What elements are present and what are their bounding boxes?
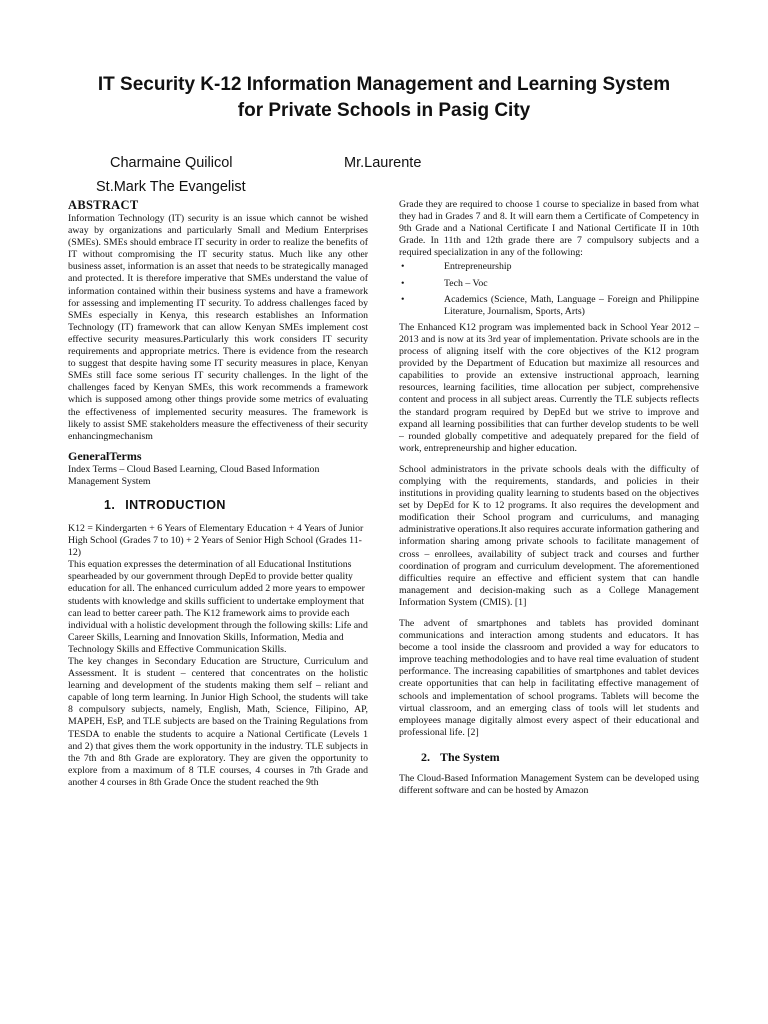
bullet-marker: • [401,293,405,305]
left-column [68,198,368,789]
system-title: The System [440,749,500,764]
intro-paragraph-3: The key changes in Secondary Education are Structure, Curriculum and Assessment. It is student – centered that concentrates on the holistic learning and development of the students making them self – reliant and capable of long term learning. In Junior High School, the students will take 8 compulsory subjects, namely, English, Math, Science, Filipino, AP, MAPEH, EsP, and TLE subjects are based on the Training Regulations from TESDA to enable the students to acquire a National Certificate (Levels 1 and 2) that gives them the work opportunity in the industry. TLE subjects in the 7th and 8th Grade are exploratory. They are given the opportunity to explore from a maximum of 8 TLE courses, 4 courses in 7th Grade and another 4 courses in 8th Grade Once the student reached the 9th [68,656,368,788]
general-terms-heading: GeneralTerms [68,448,142,463]
introduction-number: 1. [104,497,116,512]
intro-paragraph-5: The Enhanced K12 program was implemented back in School Year 2012 – 2013 and is now at its 3rd year of implementation. Private schools are in the process of aligning itself with the core objectives of the K12 program provided by the Department of Education but maximize all resources and capabilities to provide an extensive instructional approach, learning resources, learning facilities, time allocation per subject, comprehensive content and process in all subject areas. Currently the TLE subjects reflects the standard program required by DepEd but we strive to improve and expand all learning possibilities that can further develop students to be well – rounded globally competitive and adequately prepared for the field of work, entrepreneurship and higher education. [399,321,699,454]
author-affiliation: St.Mark The Evangelist [96,179,246,195]
intro-paragraph-2: This equation expresses the determination of all Educational Institutions spearheaded by our government through DepEd to provide better quality education for all. The enhanced curriculum added 2 more years to empower students with knowledge and skills sufficient to undertake employment that can lead to better career path. The K12 framework aims to provide each individual with a holistic development through the following skills: Life and Career Skills, Learning and Innovation Skills, Information, Media and Technology Skills and Effective Communication Skills. [68,559,368,655]
system-heading [421,750,699,765]
abstract-text: Information Technology (IT) security is an issue which cannot be wished away by organizations and particularly Small and Medium Enterprises (SMEs). SMEs should embrace IT security in order to realize the benefits of IT without compromising the IT security status. Much like any other business asset, information is an asset that needs to be strategically managed and protected. It is therefore imperative that SMEs understand the value of information contained within their business systems and have a framework for assessing and implementing IT security. To address challenges faced by SMEs especially in Kenya, this research establishes an Information Technology (IT) framework that can allow Kenyan SMEs implement cost effective security measures.Particularly this work considers IT security requirements and appropriate metrics. There is evidence from the research to suggest that despite having some IT security measures in place, Kenyan SMEs still face some serious IT security challenges. In the light of the challenges faced by Kenyan SMEs, this work recommends a framework which is supposed among other things provide some metrics of evaluating the effectiveness of implemented security measures. The framework is likely to assist SME stakeholders measure the effectiveness of their security enhancingmechanism [68,213,368,442]
general-terms-text: Index Terms – Cloud Based Learning, Cloud Based Information Management System [68,463,320,487]
paper-title [30,72,738,124]
paper-title-line-2: for Private Schools in Pasig City [237,100,531,121]
intro-paragraph-6: School administrators in the private schools deals with the difficulty of complying with the requirements, standards, and policies in their institutions in providing quality learning to students based on the objectives set by DepEd for K to 12 programs. It also requires the development and modification their School program and curriculums, and managing administrative operations.It also requires accurate information gathering and information sharing among private schools to facilitate management of cross – enrollees, availability of subject track and courses and further coordination of program and curriculum development. The aforementioned difficulties require an effective and efficient system that can handle management and decision-making such as a College Management Information System (CMIS). [1] [399,463,699,608]
intro-paragraph-1: K12 = Kindergarten + 6 Years of Elementary Education + 4 Years of Junior High School (Grades 7 to 10) + 2 Years of Senior High School (Grades 11-12) [68,522,364,559]
right-column [399,199,699,797]
author-name-1: Charmaine Quilicol [110,155,233,171]
list-item [399,294,699,318]
abstract-heading: ABSTRACT [68,198,139,212]
list-item-text: Tech – Voc [444,277,488,289]
intro-paragraph-4: Grade they are required to choose 1 course to specialize in based from what they had in Grades 7 and 8. It will earn them a Certificate of Competency in 9th Grade and a National Certificate I and National Certificate II in 10th Grade. In 11th and 12th grade there are 7 compulsory subjects and a required specialization in any of the following: [399,199,699,259]
paper-title-line-1: IT Security K-12 Information Management and Learning System [97,74,671,95]
author-name-2: Mr.Laurente [344,155,422,171]
list-item-text: Academics (Science, Math, Language – Foreign and Philippine Literature, Journalism, Sports, Arts) [444,293,699,317]
list-item [399,278,699,290]
list-item [399,261,699,273]
system-paragraph-1: The Cloud-Based Information Management System can be developed using different software and can be hosted by Amazon [399,772,699,797]
bullet-marker: • [401,277,405,289]
bullet-marker: • [401,261,405,273]
system-number: 2. [421,749,430,764]
specialization-list [399,261,699,317]
introduction-heading [104,498,368,513]
introduction-title: INTRODUCTION [125,497,226,512]
list-item-text: Entrepreneurship [444,261,512,273]
intro-paragraph-7: The advent of smartphones and tablets has provided dominant communications and interaction among students and educators. It has become a tool inside the classroom and provided a way for educators to improve teaching methodologies and to have real time evaluation of student performance. The increasing capabilities of smartphones and tablet devices create opportunities that can help in facilitating effective management of schools and implementation of school programs. Tablets will become the virtual classroom, and an emerging class of tools will let students and employees manage digitally almost every aspect of their educational and professional life. [2] [399,618,699,738]
